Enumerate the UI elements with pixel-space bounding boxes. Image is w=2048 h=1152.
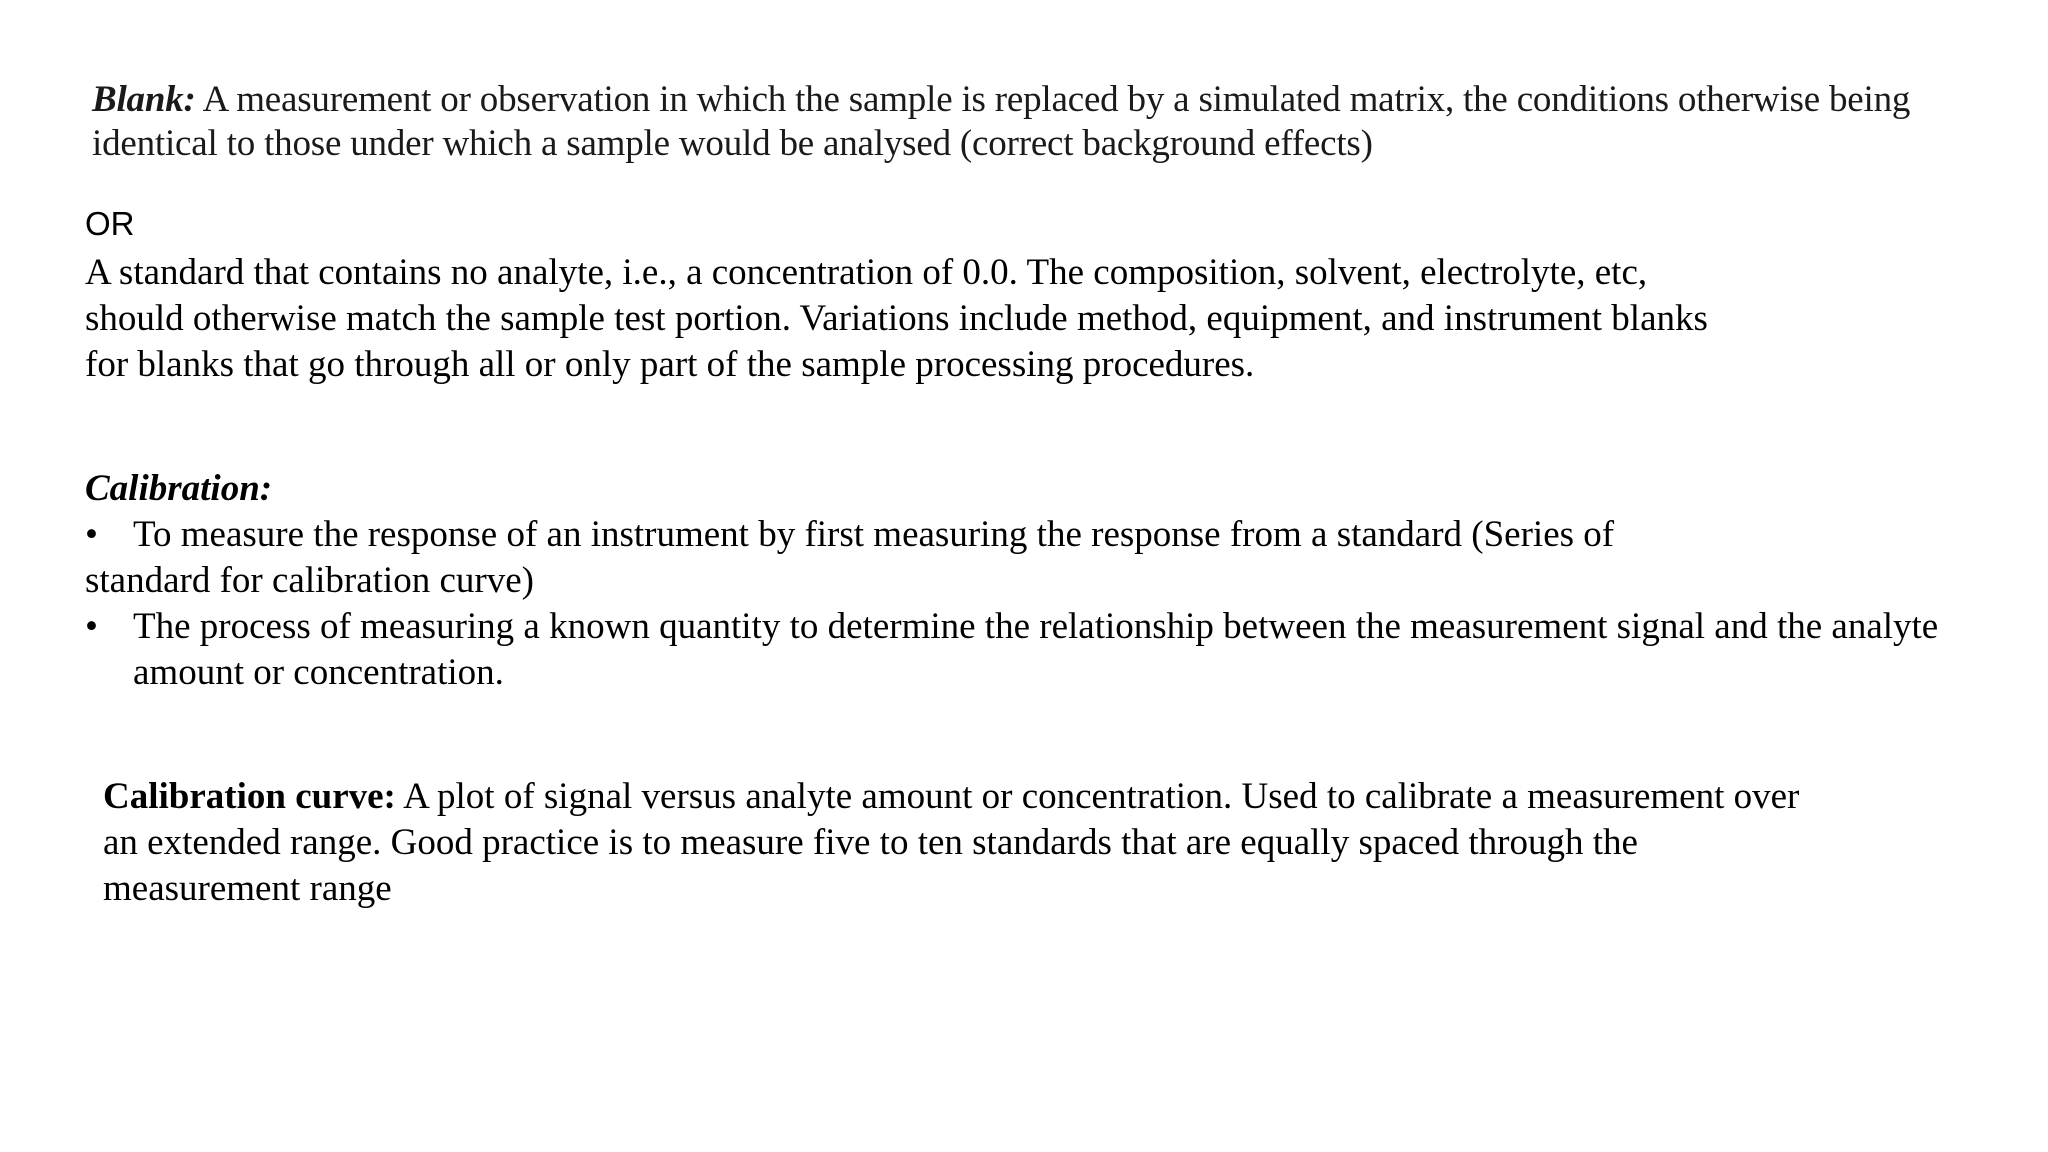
list-item (85, 604, 1985, 696)
calibration-curve-definition (103, 774, 1923, 912)
calibration-curve-term: Calibration curve: (103, 776, 396, 817)
bullet-icon: • (85, 606, 98, 647)
blank-term: Blank: (92, 79, 196, 120)
calibration-heading: Calibration: (85, 468, 273, 509)
bullet-icon: • (85, 514, 98, 555)
calibration-item-2-text: The process of measuring a known quantity to determine the relationship between the measurement signal and the analyte amount or concentration. (133, 606, 1939, 693)
calibration-curve-line-2: an extended range. Good practice is to measure five to ten standards that are equally spaced through the (103, 822, 1638, 863)
blank-definition (92, 78, 1932, 166)
standard-line-1: A standard that contains no analyte, i.e., a concentration of 0.0. The composition, solvent, electrolyte, etc, (85, 252, 1648, 293)
standard-definition (85, 250, 1935, 388)
calibration-item-1-line-1: To measure the response of an instrument by first measuring the response from a standard (Series of (133, 514, 1615, 555)
list-item (85, 512, 1985, 604)
standard-line-3: for blanks that go through all or only part of the sample processing procedures. (85, 344, 1255, 385)
or-label: OR (85, 205, 135, 242)
calibration-curve-line-1: A plot of signal versus analyte amount or concentration. Used to calibrate a measurement over (395, 776, 1800, 817)
standard-line-2: should otherwise match the sample test portion. Variations include method, equipment, and instrument blanks (85, 298, 1708, 339)
calibration-item-1-line-2: standard for calibration curve) (85, 560, 534, 601)
calibration-list (85, 512, 1985, 696)
blank-definition-text: A measurement or observation in which the sample is replaced by a simulated matrix, the conditions otherwise being identical to those under which a sample would be analysed (correct background effects) (92, 79, 1911, 164)
calibration-curve-line-3: measurement range (103, 868, 392, 909)
